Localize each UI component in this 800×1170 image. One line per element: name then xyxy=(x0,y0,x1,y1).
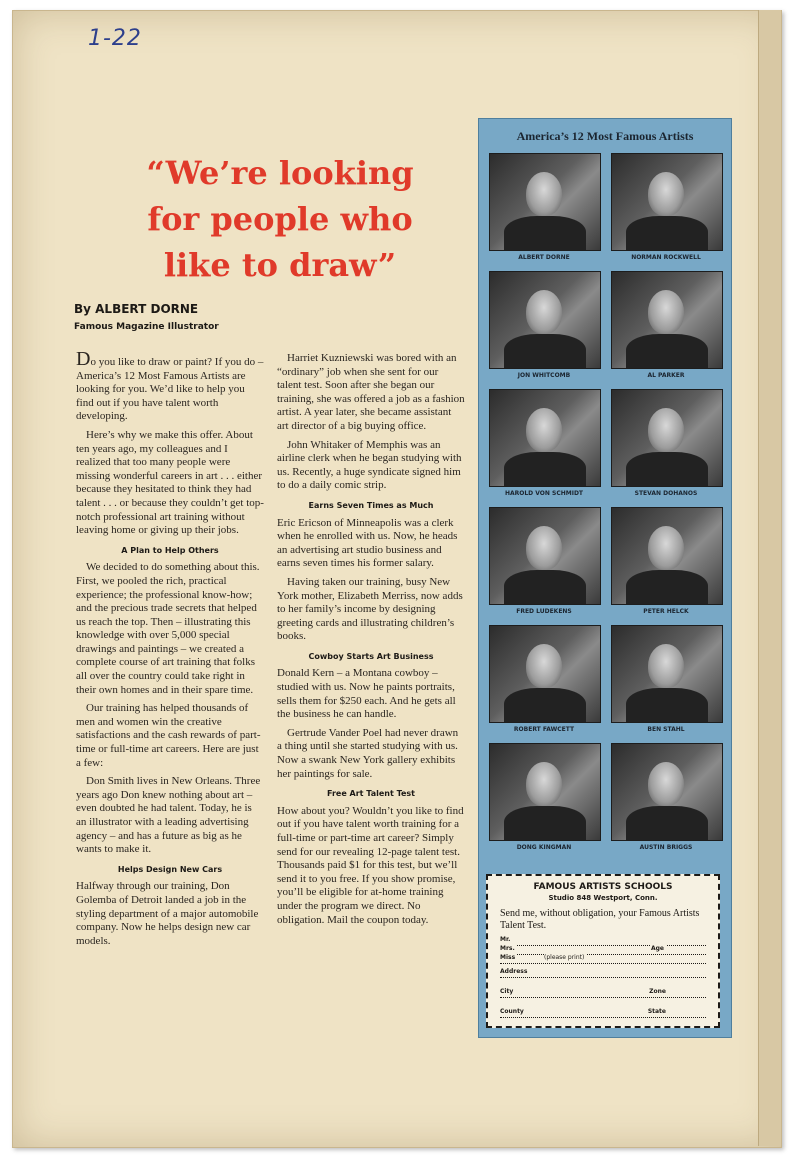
article-column-2 xyxy=(277,352,465,932)
field-hint: (please print) xyxy=(544,954,585,961)
artist-name: NORMAN ROCKWELL xyxy=(631,254,701,261)
field-label: Zone xyxy=(649,988,666,995)
artist-photo xyxy=(489,153,601,251)
paragraph xyxy=(76,348,264,424)
artist-photo xyxy=(611,153,723,251)
artist-name: ALBERT DORNE xyxy=(518,254,570,261)
artist-name: JON WHITCOMB xyxy=(517,372,571,379)
artist-photo xyxy=(489,389,601,487)
city-field[interactable] xyxy=(500,988,706,998)
field-label: State xyxy=(647,1008,666,1015)
drop-cap: D xyxy=(76,348,91,370)
mail-coupon[interactable] xyxy=(486,874,720,1028)
field-label: Age xyxy=(650,945,664,952)
artist-photo xyxy=(611,389,723,487)
paragraph-text: o you like to draw or paint? If you do – America’s 12 Most Famous Artists are looking for you. We’d like to help you find out if you have talent worth developing. xyxy=(76,356,264,423)
paragraph: We decided to do something about this. First, we pooled the rich, practical experience; the professional know-how; and the precious trade secrets that helped us reach the top. Then – illustrating this knowledge with over 5,000 special drawings and paintings – we created a complete course of art training that folks all over the country could take right in their own homes and in their spare time. xyxy=(76,561,260,696)
subheading: Free Art Talent Test xyxy=(327,789,415,799)
paragraph: Halfway through our training, Don Golemba of Detroit landed a job in the styling department of a major automobile company. Now he helps design new car models. xyxy=(76,880,259,947)
field-label: Address xyxy=(500,968,528,975)
headline-line-3: like to draw” xyxy=(163,246,397,284)
artist-name: STEVAN DOHANOS xyxy=(634,490,698,497)
handwritten-note: 1-22 xyxy=(88,26,142,51)
page-spine xyxy=(758,10,781,1146)
paragraph: Harriet Kuzniewski was bored with an “ordinary” job when she sent for our talent test. Soon after she began our training, she was offered a job as a fashion artist. A year later, she became assistant art director of a big buying office. xyxy=(277,352,465,432)
artist-name: AUSTIN BRIGGS xyxy=(639,844,693,851)
artist-photo xyxy=(489,625,601,723)
artist-photo xyxy=(611,625,723,723)
headline-line-2: for people who xyxy=(147,200,413,238)
paragraph: Here’s why we make this offer. About ten years ago, my colleagues and I realized that too many people were missing wonderful careers in art . . . either because they hesitated to think they had talent . . . or because they couldn’t get top-notch professional art training without leaving home or giving up their jobs. xyxy=(76,428,264,537)
artist-name: ROBERT FAWCETT xyxy=(513,726,575,733)
coupon-title: FAMOUS ARTISTS SCHOOLS xyxy=(533,882,673,892)
subheading: Earns Seven Times as Much xyxy=(308,500,434,510)
field-label: City xyxy=(500,988,514,995)
paragraph: Gertrude Vander Poel had never drawn a thing until she started studying with us. Now a swank New York gallery exhibits her paintings for sale. xyxy=(277,726,459,780)
field-label: Miss xyxy=(500,954,516,961)
byline-subtitle: Famous Magazine Illustrator xyxy=(74,322,219,332)
artist-name: HAROLD VON SCHMIDT xyxy=(504,490,584,497)
artist-name: PETER HELCK xyxy=(643,608,689,615)
field-label: County xyxy=(500,1008,524,1015)
paragraph: Eric Ericson of Minneapolis was a clerk when he enrolled with us. Now, he heads an advertising art studio business and earns seven times his former salary. xyxy=(277,516,458,570)
artist-name: DONG KINGMAN xyxy=(516,844,572,851)
coupon-address: Studio 848 Westport, Conn. xyxy=(548,894,658,902)
artist-photo xyxy=(489,743,601,841)
subheading: A Plan to Help Others xyxy=(121,545,219,555)
artist-photo xyxy=(489,507,601,605)
coupon-text: Send me, without obligation, your Famous Artists Talent Test. xyxy=(500,908,700,931)
headline xyxy=(120,150,440,288)
artist-name: AL PARKER xyxy=(647,372,685,379)
artist-photo xyxy=(611,271,723,369)
field-label: Mrs. xyxy=(500,945,515,952)
headline-line-1: “We’re looking xyxy=(146,154,414,192)
article-column-1 xyxy=(76,348,264,953)
field-label: Mr. xyxy=(500,936,511,943)
paragraph: Our training has helped thousands of men and women win the creative satisfactions and the cash rewards of part-time or full-time art careers. Here are just a few: xyxy=(76,702,261,769)
paragraph: Having taken our training, busy New York mother, Elizabeth Merriss, now adds to her family’s income by designing greeting cards and illustrating children’s books. xyxy=(277,575,463,643)
paragraph: Donald Kern – a Montana cowboy – studied with us. Now he paints portraits, sells them for $250 each. And he gets all the business he can handle. xyxy=(277,667,456,721)
paragraph: Don Smith lives in New Orleans. Three years ago Don knew nothing about art – even doubted he had talent. Today, he is an illustrator with a leading advertising agency – and has a future as big as he wants to make it. xyxy=(76,775,261,856)
artist-photo xyxy=(611,743,723,841)
artist-name: FRED LUDEKENS xyxy=(516,608,572,615)
paragraph: How about you? Wouldn’t you like to find out if you have talent worth training for a full-time or part-time art career? Simply send for our revealing 12-page talent test. Thousands paid $1 for this test, but we’ll send it to you free. If you show promise, you’ll be eligible for at-home training under the program we direct. No obligation. Mail the coupon today. xyxy=(277,804,464,926)
address-field[interactable] xyxy=(500,968,706,978)
subheading: Cowboy Starts Art Business xyxy=(308,651,434,661)
panel-title: America’s 12 Most Famous Artists xyxy=(516,129,694,143)
artist-photo xyxy=(489,271,601,369)
name-field-miss[interactable] xyxy=(500,954,706,964)
byline: By ALBERT DORNE xyxy=(74,302,199,316)
artist-photo xyxy=(611,507,723,605)
paragraph: John Whitaker of Memphis was an airline clerk when he began studying with us. Recently, a huge syndicate signed him to do a daily comic strip. xyxy=(277,438,462,492)
artist-name: BEN STAHL xyxy=(647,726,685,733)
subheading: Helps Design New Cars xyxy=(117,864,223,874)
county-field[interactable] xyxy=(500,1008,706,1018)
